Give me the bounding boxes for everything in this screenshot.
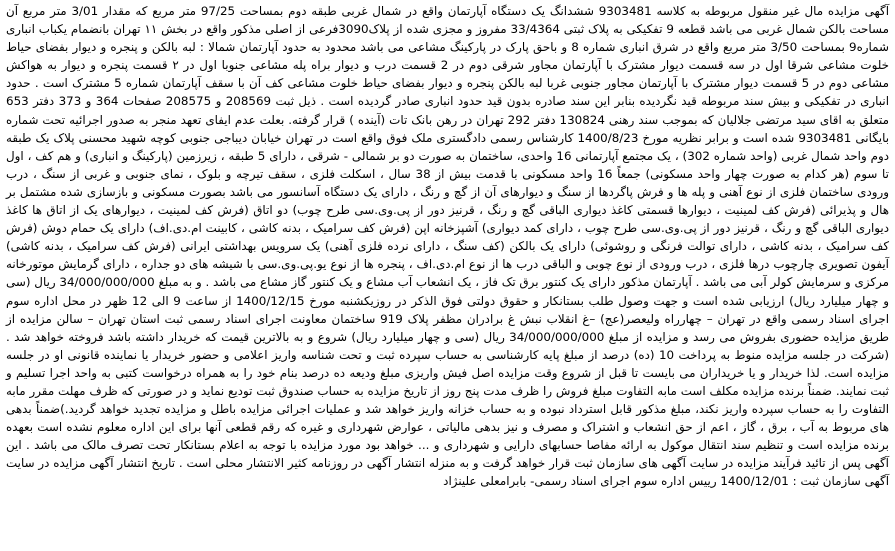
auction-notice-body: آگهی مزایده مال غیر منقول مربوطه به کلاسه 9303481 ششدانگ یک دستگاه آپارتمان واقع در شمال غربی طبقه دوم بمساحت 97/25 متر مربع که مقدار 3/01 متر مربع آن مساحت بالکن شمال غربی می باشد قطعه 9 تفکیکی به پلاک ثبتی 33/4364 مفروز و مجزی شده از پلاک3090فرعی از اصلی مذکور واقع در بخش ۱۱ تهران بانضمام یکباب انباری شماره9 بمساحت 3/50 متر مربع واقع در شرق انباری شماره 8 و باحق پارک در پارکینگ مشاعی می باشد محدود به حدود آپارتمان شمالا : لبه بالکن و پنجره و دیوار بفضای حیاط خلوت مشاعی شرقا اول در سه قسمت دیوار مشترک با آپارتمان مجاور شرقی دوم در 2 قسمت درب و دیوار براه پله مشاعی جنوبا اول در ۲ قسمت پنجره و دیوار به هواکش مشاعی دوم در 5 قسمت دیوار مشترک با آپارتمان مجاور جنوبی غربا لبه بالکن پنجره و دیوار بفضای حیاط خلوت مشاعی کف آن با سقف آپارتمان شماره 5 مشترک است . حدود انباری در تفکیکی و بیش سند مربوطه قید نگردیده بنابر این سند صادره بدون قید حدود انباری صادر گردیده است . ذیل ثبت 208569 و 208575 صفحات 364 و 373 دفتر 653 متعلق به اقای سید مرتضی جلالیان که بموجب سند رهنی 130824 دفتر 292 تهران در رهن بانک تات (آینده ) قرار گرفته. بعلت عدم ایفای تعهد منجر به صدور اجرائیه تحت شماره بایگانی 9303481 شده است و برابر نظریه مورخ 1400/8/23 کارشناس رسمی دادگستری ملک فوق واقع است در تهران خیابان دیباجی جنوبی کوچه شهید محسنی پلاک یک طبقه دوم واحد شمال غربی (واحد شماره 302) ، یک مجتمع آپارتمانی 16 واحدی، ساختمان به صورت دو بر شمالی - شرقی ، دارای 5 طبقه ، زیرزمین (پارکینگ و انباری) و هم کف ، اول تا سوم (هر کدام به صورت چهار واحد مسکونی) جمعاً 16 واحد مسکونی با قدمت بیش از 38 سال ، اسکلت فلزی ، سقف تیرچه و بلوک ، نمای جنوبی و غربی از سنگ ، درب ورودی ساختمان فلزی از نوع آهنی و پله ها و فرش پاگردها از سنگ و دیوارهای آن از گچ و رنگ ، دارای یک دستگاه آسانسور می باشد بصورت مسکونی و بازسازی شده مشتمل بر هال و پذیرائی (فرش کف لمینیت ، دیوارها قسمتی کاغذ دیواری الباقی گچ و رنگ ، قرنیز دور از پی.وی.سی طرح چوب) دو اتاق (فرش کف لمینیت ، دیوارهای یک از اتاق ها کاغذ دیواری الباقی گچ و رنگ ، قرنیز دور از پی.وی.سی طرح چوب ، دارای کمد دیواری) آشپزخانه اپن (فرش کف سرامیک ، بدنه کاشی ، کابینت ام.دی.اف) دارای یک حمام دوش (فرش کف سرامیک ، بدنه کاشی ، دارای توالت فرنگی و روشوئی) دارای یک بالکن (کف سنگ ، دارای نرده فلزی آهنی) یک سرویس بهداشتی ایرانی (فرش کف سرامیک ، بدنه کاشی) آیفون تصویری چارچوب درها فلزی ، درب ورودی از نوع چوبی و الباقی درب ها از نوع ام.دی.اف ، پنجره ها از نوع یو.پی.وی.سی با شیشه های دو جداره ، دارای گرمایش موتورخانه مرکزی و سرمایش کولر آبی می باشد . آپارتمان مذکور دارای یک کنتور برق تک فاز ، یک انشعاب آب مشاع و یک کنتور گاز مشاع می باشد . و به مبلغ 34/000/000/000 ریال (سی و چهار میلیارد ریال) ارزیابی شده است و جهت وصول طلب بستانکار و حقوق دولتی فوق الذکر در روزیکشنبه مورخ 1400/12/15 از ساعت 9 الی 12 ظهر در محل اداره سوم اجرای اسناد رسمی واقع در تهران – چهارراه ولیعصر(عج) –غ انقلاب نبش غ برادران مظفر پلاک 919 ساختمان معاونت اجرای اسناد رسمی ثبت استان تهران – سالن مزایده از طریق مزایده حضوری بفروش می رسد و مزایده از مبلغ 34/000/000/000 ریال (سی و چهار میلیارد ریال) شروع و به بالاترین قیمت که خریدار داشته باشد فروخته خواهد شد . (شرکت در جلسه مزایده منوط به پرداخت 10 (ده) درصد از مبلغ پایه کارشناسی به حساب سپرده ثبت و تحت شناسه واریز اعلامی و حضور خریدار یا نماینده قانونی او در جلسه مزایده است. لذا خریدار و یا خریداران می بایست تا قبل از شروع وقت مزایده اصل فیش واریزی مبلغ ودیعه ده درصد بنام خود را به همراه درخواست کتبی به واحد اجرا تسلیم و ثبت نمایند. ضمناً برنده مزایده مکلف است مابه التفاوت مبلغ فروش را ظرف مدت پنج روز از تاریخ مزایده به حساب صندوق ثبت تودیع نماید و در صورتی که ظرف مهلت مقرر مابه التفاوت را به حساب سپرده واریز نکند، مبلغ مذکور قابل استرداد نبوده و به حساب خزانه واریز خواهد شد و عملیات اجرائی مزایده باطل و مزایده تجدید خواهد گردید.)ضمناً بدهی های مربوط به آب ، برق ، گاز ، اعم از حق انشعاب و اشتراک و مصرف و نیز بدهی مالیاتی ، عوارض شهرداری و غیره که رقم قطعی آنها برای این اداره معلوم نشده است بعهده برنده مزایده است و تنظیم سند انتقال موکول به ارائه مفاصا حسابهای دارایی و شهرداری و ... خواهد بود مورد مزایده با توجه به اعلام بستانکار تحت تصرف مالک می باشد . این آگهی پس از تائید فرآیند مزایده در سایت آگهی های سازمان ثبت قرار خواهد گرفت و به منزله انتشار آگهی در روزنامه کثیر الانتشار محلی است . تاریخ انتشار آگهی مزایده در سایت آگهی سازمان ثبت : 1400/12/01 رییس اداره سوم اجرای اسناد رسمی- بابرامعلی علینژاد — [6, 4, 890, 489]
